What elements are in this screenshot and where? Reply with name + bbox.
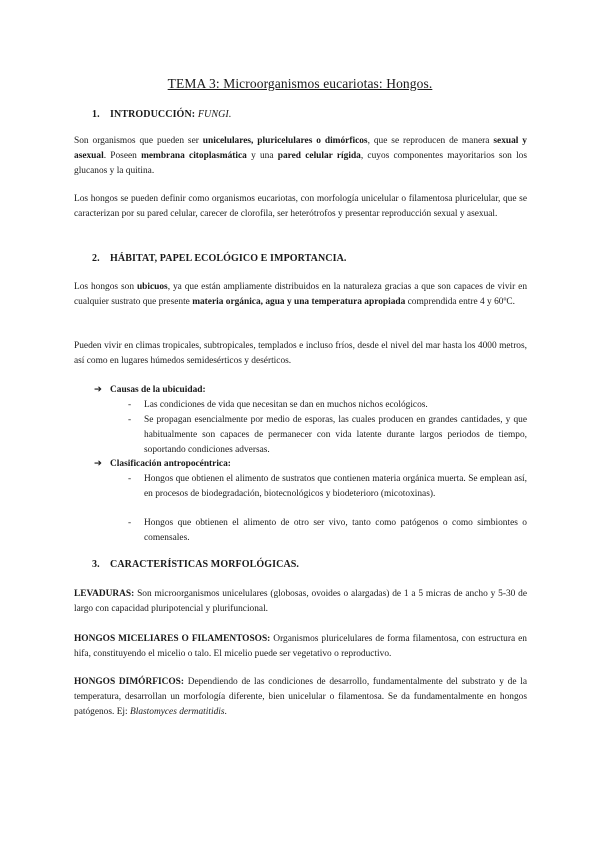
dash-icon: -	[128, 518, 132, 528]
text-run: , cuyos componentes mayoritarios son los glucanos y la quitina.	[74, 150, 528, 176]
bold-run: LEVADURAS:	[74, 589, 135, 599]
miceliares-paragraph	[74, 632, 527, 662]
dash-icon: -	[128, 415, 132, 425]
arrow-right-icon: ➔	[94, 385, 102, 395]
bold-run: unicelulares, pluricelulares o dimórficos	[202, 136, 368, 146]
dash-marker	[128, 398, 144, 413]
text-run: comprendida entre 4 y 60ºC.	[405, 296, 515, 307]
section-heading-2	[92, 253, 347, 264]
text-run: y una	[246, 150, 278, 161]
sub-item: Se propagan esencialmente por medio de esporas, las cuales producen en grandes cantidades, y que habitualmente son capaces de permanecer con vida latente durante largos periodos de tiempo, soportando condiciones adversas.	[144, 415, 527, 455]
habitat-paragraph-1	[74, 280, 527, 310]
sub-item: Las condiciones de vida que necesitan se dan en muchos nichos ecológicos.	[144, 400, 428, 410]
dash-marker	[128, 472, 144, 487]
bold-run: ubicuos	[136, 282, 168, 292]
dash-marker	[128, 413, 144, 428]
intro-paragraph-1	[74, 134, 527, 178]
bullet-label: Clasificación antropocéntrica:	[110, 459, 231, 469]
levaduras-paragraph	[74, 587, 527, 617]
sub-item: Hongos que obtienen el alimento de sustratos que contienen materia orgánica muerta. Se emplean así, en procesos de biodegradación, biotecnológicos y biodeterioro (micotoxinas).	[144, 474, 527, 499]
habitat-paragraph-2: Pueden vivir en climas tropicales, subtropicales, templados e incluso fríos, desde el nivel del mar hasta los 4000 metros, así como en lugares húmedos semidesérticos y desérticos.	[74, 341, 527, 366]
dimorficos-paragraph	[74, 675, 527, 719]
bold-run: pared celular rígida	[277, 150, 361, 161]
section-title-italic: FUNGI.	[197, 109, 232, 120]
text-run: . Poseen	[103, 150, 142, 161]
italic-run: Blastomyces dermatitidis	[129, 706, 225, 717]
dash-marker	[128, 516, 144, 531]
text-run: , ya que están ampliamente distribuidos en la naturaleza gracias a que son capaces de vivir en cualquier sustrato que presente	[74, 282, 528, 307]
section-heading-1	[92, 109, 231, 120]
intro-paragraph-2: Los hongos se pueden definir como organismos eucariotas, con morfología unicelular o filamentosa pluricelular, que se caracterizan por su pared celular, carecer de clorofila, ser heterótrofos y presentar reproducción sexual y asexual.	[74, 194, 527, 219]
dash-icon: -	[128, 400, 132, 410]
section-title: CARACTERÍSTICAS MORFOLÓGICAS.	[110, 559, 300, 570]
bullet-item	[94, 457, 231, 472]
bold-run: HONGOS DIMÓRFICOS:	[74, 677, 184, 687]
bold-run: HONGOS MICELIARES O FILAMENTOSOS:	[74, 634, 271, 644]
bold-run: membrana citoplasmática	[141, 150, 247, 161]
bullet-item	[94, 383, 206, 398]
section-title: INTRODUCCIÓN:	[110, 109, 196, 120]
bold-run: materia orgánica, agua y una temperatura apropiada	[192, 296, 406, 307]
text-run: .	[224, 706, 227, 717]
arrow-right-icon: ➔	[94, 459, 102, 469]
page-title: TEMA 3: Microorganismos eucariotas: Hongos.	[167, 76, 433, 91]
dash-icon: -	[128, 474, 132, 484]
text-run: , que se reproducen de manera	[367, 136, 494, 146]
section-number: 3.	[92, 559, 100, 570]
text-run: Organismos pluricelulares de forma filamentosa, con estructura en hifa, constituyendo el micelio o talo. El micelio puede ser vegetativo o reproductivo.	[74, 634, 527, 659]
text-run: Los hongos son	[74, 282, 137, 292]
sub-item: Hongos que obtienen el alimento de otro ser vivo, tanto como patógenos o como simbiontes o comensales.	[144, 518, 527, 543]
text-run: Son microorganismos unicelulares (globosas, ovoides o alargadas) de 1 a 5 micras de ancho y 5-30 de largo con capacidad pluripotencial y plurifuncional.	[74, 589, 527, 614]
bold-run: sexual y asexual	[74, 136, 527, 161]
bullet-label: Causas de la ubicuidad:	[110, 385, 206, 395]
section-number: 2.	[92, 253, 100, 264]
section-heading-3	[92, 559, 299, 570]
text-run: Dependiendo de las condiciones de desarrollo, fundamentalmente del substrato y de la temperatura, desarrollan un morfología diferente, bien unicelular o filamentosa. Se da fundamentalmente en hongos patógenos. Ej:	[74, 677, 527, 717]
section-number: 1.	[92, 109, 100, 120]
text-run: Son organismos que pueden ser	[74, 136, 203, 146]
section-title: HÁBITAT, PAPEL ECOLÓGICO E IMPORTANCIA.	[110, 253, 347, 264]
